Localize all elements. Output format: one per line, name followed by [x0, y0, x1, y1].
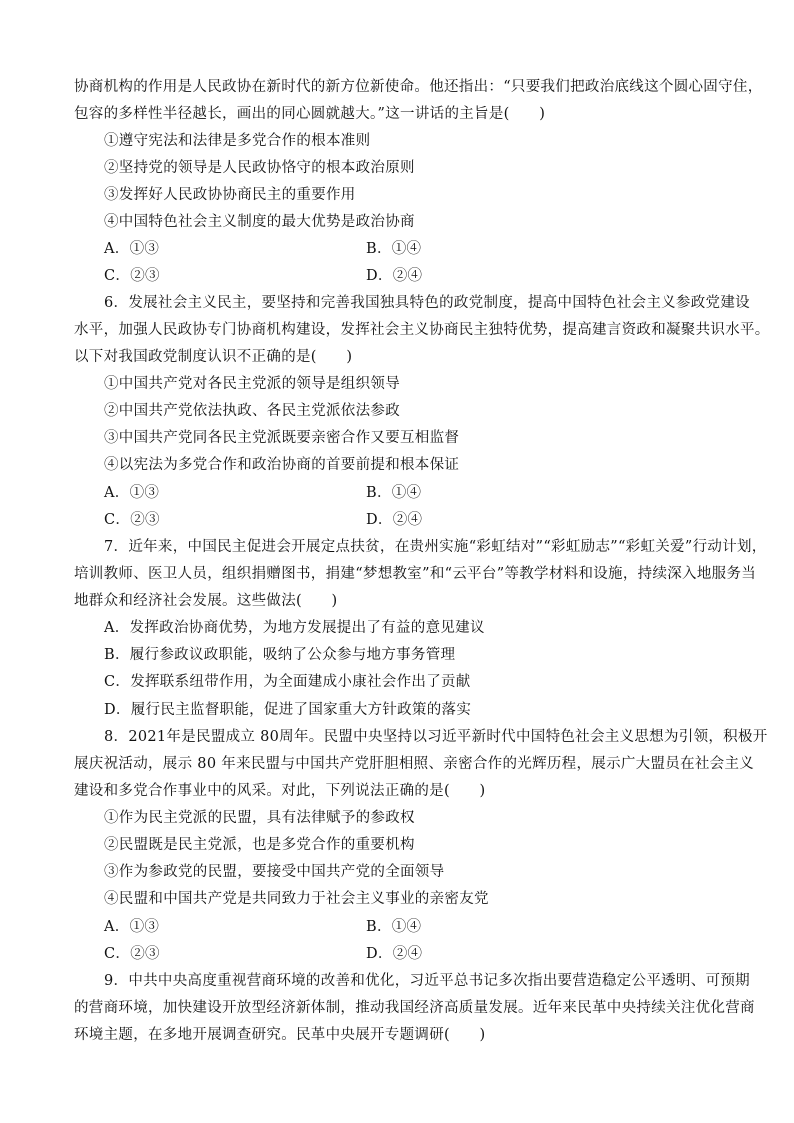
- q6-option-c: C．②③: [104, 512, 160, 528]
- q8-stem-line: 8．2021年是民盟成立 80周年。民盟中央坚持以习近平新时代中国特色社会主义思想为引领，积极开: [104, 729, 768, 745]
- q6-statement-2: ②中国共产党依法执政、各民主党派依法参政: [104, 403, 400, 419]
- q6-option-a: A．①③: [104, 485, 160, 501]
- q8-option-b: B．①④: [366, 919, 422, 935]
- q7-option-a: A．发挥政治协商优势，为地方发展提出了有益的意见建议: [104, 620, 485, 636]
- q8-statement-4: ④民盟和中国共产党是共同致力于社会主义事业的亲密友党: [104, 891, 489, 907]
- q8-option-a: A．①③: [104, 919, 160, 935]
- q6-stem-line: 水平，加强人民政协专门协商机构建设，发挥社会主义协商民主独特优势，提高建言资政和凝聚共识水平。: [74, 322, 770, 338]
- q6-stem-line: 6．发展社会主义民主，要坚持和完善我国独具特色的政党制度，提高中国特色社会主义参政党建设: [104, 295, 750, 311]
- q7-stem-line: 7．近年来，中国民主促进会开展定点扶贫，在贵州实施“彩虹结对”“彩虹励志”“彩虹关爱”行动计划，: [104, 539, 767, 555]
- q5-option-d: D．②④: [366, 268, 423, 284]
- q7-option-d: D．履行民主监督职能，促进了国家重大方针政策的落实: [104, 702, 472, 718]
- q6-statement-3: ③中国共产党同各民主党派既要亲密合作又要互相监督: [104, 430, 460, 446]
- q9-stem-line: 9．中共中央高度重视营商环境的改善和优化，习近平总书记多次指出要营造稳定公平透明、可预期: [104, 973, 750, 989]
- q6-option-d: D．②④: [366, 512, 423, 528]
- q6-statement-4: ④以宪法为多党合作和政治协商的首要前提和根本保证: [104, 457, 460, 473]
- q5-option-c: C．②③: [104, 268, 160, 284]
- q6-statement-1: ①中国共产党对各民主党派的领导是组织领导: [104, 376, 400, 392]
- q5-statement-4: ④中国特色社会主义制度的最大优势是政治协商: [104, 214, 415, 230]
- q8-option-c: C．②③: [104, 946, 160, 962]
- q6-option-b: B．①④: [366, 485, 422, 501]
- q8-option-d: D．②④: [366, 946, 423, 962]
- q7-option-b: B．履行参政议政职能，吸纳了公众参与地方事务管理: [104, 647, 456, 663]
- q8-stem-line: 展庆祝活动，展示 80 年来民盟与中国共产党肝胆相照、亲密合作的光辉历程，展示广大盟员在社会主义: [74, 756, 755, 772]
- q8-statement-2: ②民盟既是民主党派，也是多党合作的重要机构: [104, 837, 415, 853]
- q7-option-c: C．发挥联系纽带作用，为全面建成小康社会作出了贡献: [104, 674, 471, 690]
- q5-stem-line: 协商机构的作用是人民政协在新时代的新方位新使命。他还指出：“只要我们把政治底线这个圆心固守住，: [74, 79, 763, 95]
- q5-stem-line: 包容的多样性半径越长，画出的同心圆就越大。”这一讲话的主旨是( ): [74, 106, 546, 122]
- q5-statement-1: ①遵守宪法和法律是多党合作的根本准则: [104, 133, 371, 149]
- q7-stem-line: 培训教师、医卫人员，组织捐赠图书，捐建“梦想教室”和“云平台”等教学材料和设施，持续深入地服务当: [74, 566, 757, 582]
- q8-statement-3: ③作为参政党的民盟，要接受中国共产党的全面领导: [104, 864, 445, 880]
- q9-stem-line: 环境主题，在多地开展调查研究。民革中央展开专题调研( ): [74, 1027, 486, 1043]
- q5-option-b: B．①④: [366, 241, 422, 257]
- q5-statement-2: ②坚持党的领导是人民政协恪守的根本政治原则: [104, 160, 415, 176]
- q7-stem-line: 地群众和经济社会发展。这些做法( ): [74, 593, 338, 609]
- q8-stem-line: 建设和多党合作事业中的风采。对此，下列说法正确的是( ): [74, 783, 486, 799]
- q5-statement-3: ③发挥好人民政协协商民主的重要作用: [104, 187, 356, 203]
- q6-stem-line: 以下对我国政党制度认识不正确的是( ): [74, 349, 353, 365]
- q9-stem-line: 的营商环境，加快建设开放型经济新体制，推动我国经济高质量发展。近年来民革中央持续关注优化营商: [74, 1000, 755, 1016]
- q8-statement-1: ①作为民主党派的民盟，具有法律赋予的参政权: [104, 810, 415, 826]
- q5-option-a: A．①③: [104, 241, 160, 257]
